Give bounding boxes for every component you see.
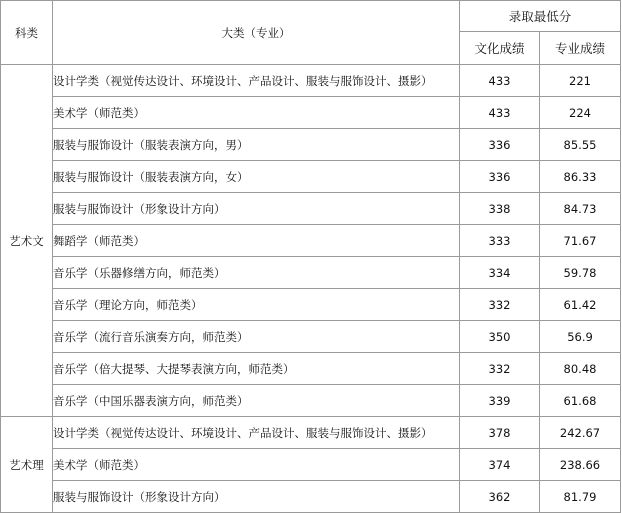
table-row: [1, 257, 621, 289]
table-row: [1, 481, 621, 513]
table-row: [1, 353, 621, 385]
table-row: [1, 193, 621, 225]
major-cell: 设计学类（视觉传达设计、环境设计、产品设计、服装与服饰设计、摄影）: [53, 65, 460, 97]
professional-score-cell: 85.55: [540, 129, 621, 161]
professional-score-cell: 86.33: [540, 161, 621, 193]
culture-score-cell: 339: [460, 385, 540, 417]
table-row: [1, 385, 621, 417]
table-body: [1, 65, 621, 513]
major-cell: 音乐学（中国乐器表演方向，师范类）: [53, 385, 460, 417]
culture-score-cell: 333: [460, 225, 540, 257]
table-row: [1, 129, 621, 161]
professional-score-cell: 56.9: [540, 321, 621, 353]
major-cell: 音乐学（乐器修缮方向，师范类）: [53, 257, 460, 289]
major-cell: 服装与服饰设计（形象设计方向）: [53, 481, 460, 513]
major-cell: 设计学类（视觉传达设计、环境设计、产品设计、服装与服饰设计、摄影）: [53, 417, 460, 449]
culture-score-cell: 374: [460, 449, 540, 481]
major-cell: 音乐学（理论方向，师范类）: [53, 289, 460, 321]
professional-score-cell: 224: [540, 97, 621, 129]
culture-score-cell: 332: [460, 353, 540, 385]
culture-score-cell: 332: [460, 289, 540, 321]
professional-score-header: 专业成绩: [540, 32, 621, 65]
table-row: [1, 321, 621, 353]
table-row: [1, 161, 621, 193]
major-cell: 服装与服饰设计（服装表演方向，男）: [53, 129, 460, 161]
professional-score-cell: 61.68: [540, 385, 621, 417]
subject-header: 科类: [1, 1, 53, 65]
professional-score-cell: 71.67: [540, 225, 621, 257]
table-row: [1, 417, 621, 449]
culture-score-cell: 362: [460, 481, 540, 513]
subject-cell: 艺术理: [1, 417, 53, 513]
culture-score-cell: 334: [460, 257, 540, 289]
professional-score-cell: 61.42: [540, 289, 621, 321]
major-cell: 服装与服饰设计（形象设计方向）: [53, 193, 460, 225]
culture-score-cell: 338: [460, 193, 540, 225]
table-row: [1, 449, 621, 481]
culture-score-cell: 350: [460, 321, 540, 353]
subject-cell: 艺术文: [1, 65, 53, 417]
culture-score-cell: 378: [460, 417, 540, 449]
major-cell: 音乐学（倍大提琴、大提琴表演方向，师范类）: [53, 353, 460, 385]
culture-score-cell: 336: [460, 129, 540, 161]
culture-score-header: 文化成绩: [460, 32, 540, 65]
professional-score-cell: 81.79: [540, 481, 621, 513]
table-row: [1, 65, 621, 97]
major-cell: 服装与服饰设计（服装表演方向，女）: [53, 161, 460, 193]
professional-score-cell: 59.78: [540, 257, 621, 289]
major-header: 大类（专业）: [53, 1, 460, 65]
culture-score-cell: 336: [460, 161, 540, 193]
table-row: [1, 97, 621, 129]
major-cell: 美术学（师范类）: [53, 449, 460, 481]
major-cell: 音乐学（流行音乐演奏方向，师范类）: [53, 321, 460, 353]
professional-score-cell: 221: [540, 65, 621, 97]
culture-score-cell: 433: [460, 65, 540, 97]
professional-score-cell: 242.67: [540, 417, 621, 449]
major-cell: 美术学（师范类）: [53, 97, 460, 129]
major-cell: 舞蹈学（师范类）: [53, 225, 460, 257]
culture-score-cell: 433: [460, 97, 540, 129]
min-score-header: 录取最低分: [460, 1, 621, 32]
table-row: [1, 225, 621, 257]
header-row-1: [1, 1, 621, 32]
professional-score-cell: 238.66: [540, 449, 621, 481]
table-row: [1, 289, 621, 321]
professional-score-cell: 80.48: [540, 353, 621, 385]
professional-score-cell: 84.73: [540, 193, 621, 225]
